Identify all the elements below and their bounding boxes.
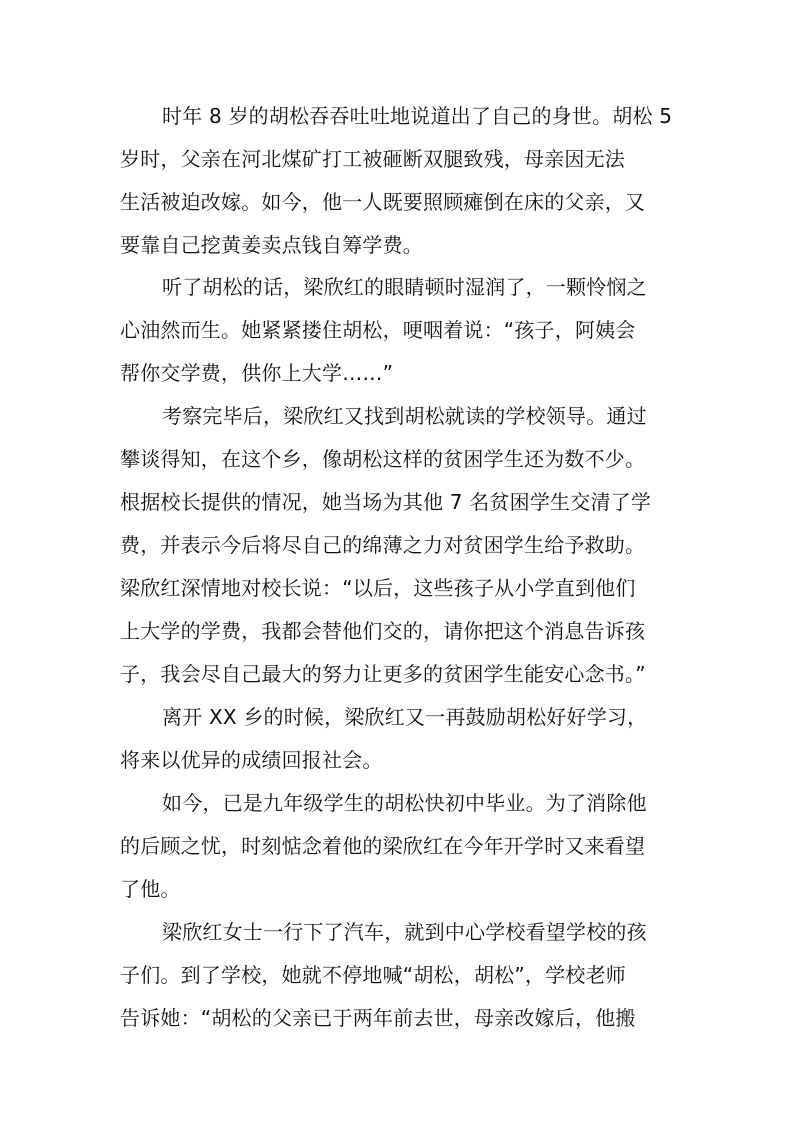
text-line: 要靠自己挖黄姜卖点钱自筹学费。 — [120, 233, 423, 257]
text-line: 梁欣红深情地对校长说：“以后，这些孩子从小学直到他们 — [120, 576, 636, 600]
text-line: 考察完毕后，梁欣红又找到胡松就读的学校领导。通过 — [162, 404, 647, 428]
text-line: 攀谈得知，在这个乡，像胡松这样的贫困学生还为数不少。 — [120, 447, 646, 471]
text-line: 如今，已是九年级学生的胡松快初中毕业。为了消除他 — [162, 791, 647, 815]
text-line: 的后顾之忧，时刻惦念着他的梁欣红在今年开学时又来看望 — [120, 834, 646, 858]
text-line: 将来以优异的成绩回报社会。 — [120, 748, 383, 772]
text-line: 根据校长提供的情况，她当场为其他 7 名贫困学生交清了学 — [120, 490, 652, 514]
text-line: 离开 XX 乡的时候，梁欣红又一再鼓励胡松好好学习， — [162, 705, 648, 729]
text-line: 告诉她：“胡松的父亲已于两年前去世，母亲改嫁后，他搬 — [120, 1006, 636, 1030]
text-line: 帮你交学费，供你上大学……” — [120, 361, 394, 385]
text-line: 梁欣红女士一行下了汽车，就到中心学校看望学校的孩 — [162, 920, 647, 944]
text-line: 生活被迫改嫁。如今，他一人既要照顾瘫倒在床的父亲，又 — [120, 190, 646, 214]
text-line: 子，我会尽自己最大的努力让更多的贫困学生能安心念书。” — [120, 662, 646, 686]
text-line: 费，并表示今后将尽自己的绵薄之力对贫困学生给予救助。 — [120, 533, 646, 557]
text-line: 听了胡松的话，梁欣红的眼睛顿时湿润了，一颗怜悯之 — [162, 275, 647, 299]
text-line: 时年 8 岁的胡松吞吞吐吐地说道出了自己的身世。胡松 5 — [162, 104, 673, 128]
text-line: 上大学的学费，我都会替他们交的，请你把这个消息告诉孩 — [120, 619, 646, 643]
text-line: 岁时，父亲在河北煤矿打工被砸断双腿致残，母亲因无法 — [120, 147, 625, 171]
text-line: 心油然而生。她紧紧搂住胡松，哽咽着说：“孩子，阿姨会 — [120, 318, 636, 342]
text-line: 了他。 — [120, 877, 181, 901]
text-line: 子们。到了学校，她就不停地喊“胡松，胡松”，学校老师 — [120, 963, 626, 987]
